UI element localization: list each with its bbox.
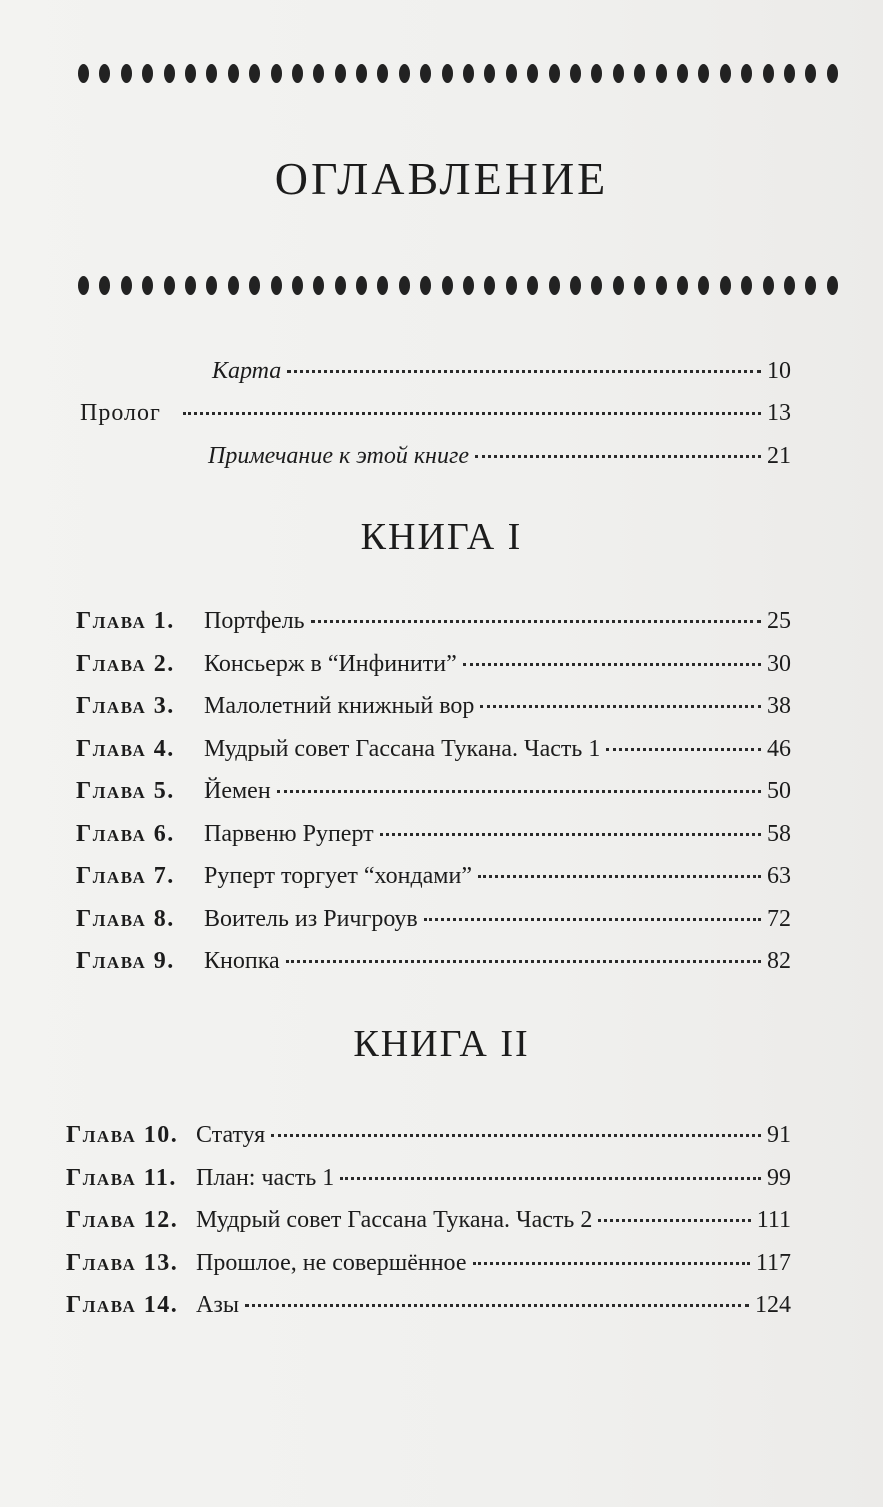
ornament-dot (206, 276, 217, 295)
chapter-title: Портфель (204, 608, 305, 634)
ornament-dot (249, 276, 260, 295)
chapter-title: Парвеню Руперт (204, 820, 374, 847)
ornament-dot (377, 64, 388, 83)
chapter-label: Глава 14. (66, 1292, 179, 1318)
ornament-dot (698, 276, 709, 295)
toc-entry-prologue[interactable] (80, 400, 791, 427)
ornament-dot (399, 64, 410, 83)
dot-leader (183, 412, 761, 415)
ornament-dot (271, 64, 282, 83)
chapter-label: Глава 8. (76, 905, 175, 932)
chapter-label: Глава 7. (76, 863, 175, 889)
chapter-label: Глава 9. (76, 948, 175, 974)
toc-entry-map[interactable] (212, 358, 791, 385)
ornament-dot (164, 64, 175, 83)
ornament-dot (463, 64, 474, 83)
toc-chapter-entry[interactable] (76, 863, 791, 890)
dot-leader (277, 790, 761, 793)
ornament-dot (570, 64, 581, 83)
ornament-dot (292, 276, 303, 295)
chapter-title: Кнопка (204, 948, 280, 974)
page-title: ОГЛАВЛЕНИЕ (274, 153, 609, 204)
chapter-label: Глава 2. (76, 650, 175, 677)
ornament-dot (549, 276, 560, 295)
chapter-title: Йемен (204, 778, 271, 804)
toc-chapter-entry[interactable] (76, 736, 791, 763)
ornament-dot (698, 64, 709, 83)
dot-leader (424, 918, 761, 921)
chapter-page: 111 (756, 1207, 791, 1233)
ornament-dot (377, 276, 388, 295)
ornament-dot (99, 276, 110, 295)
dot-leader (271, 1134, 761, 1137)
chapter-page: 82 (767, 948, 791, 974)
chapter-page: 50 (767, 778, 791, 804)
chapter-label: Глава 12. (66, 1207, 179, 1233)
dot-leader (473, 1262, 750, 1265)
ornament-dot (805, 64, 816, 83)
chapter-title: Мудрый совет Гассана Тукана. Часть 2 (196, 1207, 593, 1233)
ornament-dot (763, 276, 774, 295)
ornament-dot (484, 276, 495, 295)
chapter-label: Глава 13. (66, 1249, 179, 1276)
entry-page: 13 (767, 400, 791, 426)
ornament-dot (271, 276, 282, 295)
dot-leader (480, 705, 761, 708)
chapter-title: План: часть 1 (196, 1164, 335, 1191)
ornament-dot (442, 64, 453, 83)
dotted-ornament-top (78, 60, 838, 86)
dot-leader (380, 833, 761, 836)
toc-chapter-entry[interactable] (76, 651, 791, 678)
ornament-dot (741, 64, 752, 83)
ornament-dot (335, 64, 346, 83)
chapter-title: Консьерж в “Инфинити” (204, 650, 457, 677)
toc-chapter-entry[interactable] (76, 821, 791, 848)
ornament-dot (356, 276, 367, 295)
book-2-heading: КНИГА II (353, 1023, 530, 1065)
ornament-dot (442, 276, 453, 295)
ornament-dot (591, 276, 602, 295)
ornament-dot (827, 276, 838, 295)
ornament-dot (827, 64, 838, 83)
ornament-dot (142, 276, 153, 295)
ornament-dot (784, 276, 795, 295)
ornament-dot (463, 276, 474, 295)
ornament-dot (228, 276, 239, 295)
toc-chapter-entry[interactable] (76, 608, 791, 635)
book-1-heading: КНИГА I (360, 516, 523, 558)
ornament-dot (656, 276, 667, 295)
ornament-dot (313, 64, 324, 83)
dot-leader (606, 748, 761, 751)
chapter-title: Прошлое, не совершённое (196, 1249, 467, 1276)
ornament-dot (677, 276, 688, 295)
ornament-dot (613, 276, 624, 295)
ornament-dot (78, 64, 89, 83)
ornament-dot (399, 276, 410, 295)
chapter-title: Воитель из Ричгроув (204, 905, 418, 932)
ornament-dot (506, 276, 517, 295)
ornament-dot (527, 276, 538, 295)
ornament-dot (484, 64, 495, 83)
ornament-dot (634, 64, 645, 83)
toc-chapter-entry[interactable] (66, 1207, 791, 1234)
entry-page: 10 (767, 358, 791, 384)
chapter-page: 63 (767, 863, 791, 889)
chapter-label: Глава 10. (66, 1122, 179, 1148)
ornament-dot (164, 276, 175, 295)
chapter-page: 72 (767, 905, 791, 932)
dot-leader (287, 370, 761, 373)
ornament-dot (228, 64, 239, 83)
ornament-dot (527, 64, 538, 83)
ornament-dot (185, 64, 196, 83)
chapter-page: 58 (767, 820, 791, 847)
ornament-dot (720, 276, 731, 295)
ornament-dot (78, 276, 89, 295)
chapter-page: 117 (755, 1249, 791, 1276)
ornament-dot (121, 276, 132, 295)
dot-leader (478, 875, 761, 878)
dotted-ornament-bottom (78, 272, 838, 298)
dot-leader (286, 960, 761, 963)
ornament-dot (506, 64, 517, 83)
ornament-dot (142, 64, 153, 83)
toc-chapter-entry[interactable] (76, 906, 791, 933)
toc-chapter-entry[interactable] (66, 1165, 791, 1192)
dot-leader (311, 620, 761, 623)
chapter-title: Азы (196, 1292, 239, 1318)
chapter-page: 91 (767, 1122, 791, 1148)
ornament-dot (656, 64, 667, 83)
chapter-title: Статуя (196, 1122, 266, 1148)
toc-entry-note[interactable] (208, 443, 791, 470)
ornament-dot (313, 276, 324, 295)
toc-chapter-entry[interactable] (76, 778, 791, 805)
chapter-page: 25 (767, 608, 791, 634)
ornament-dot (677, 64, 688, 83)
chapter-title: Руперт торгует “хондами” (204, 863, 472, 889)
entry-title: Пролог (80, 400, 161, 426)
chapter-page: 38 (767, 693, 791, 719)
ornament-dot (805, 276, 816, 295)
ornament-dot (206, 64, 217, 83)
ornament-dot (613, 64, 624, 83)
entry-title: Карта (212, 358, 282, 384)
toc-chapter-entry[interactable] (66, 1292, 791, 1319)
chapter-page: 30 (767, 650, 791, 677)
chapter-title: Малолетний книжный вор (204, 693, 475, 719)
chapter-label: Глава 11. (66, 1164, 177, 1191)
dot-leader (245, 1304, 749, 1307)
ornament-dot (249, 64, 260, 83)
ornament-dot (763, 64, 774, 83)
ornament-dot (335, 276, 346, 295)
entry-page: 21 (767, 443, 791, 469)
chapter-label: Глава 1. (76, 608, 175, 634)
chapter-label: Глава 5. (76, 778, 175, 804)
chapter-label: Глава 6. (76, 820, 175, 847)
toc-chapter-entry[interactable] (76, 948, 791, 975)
ornament-dot (720, 64, 731, 83)
ornament-dot (784, 64, 795, 83)
toc-chapter-entry[interactable] (76, 693, 791, 720)
dot-leader (598, 1219, 750, 1222)
ornament-dot (420, 276, 431, 295)
chapter-title: Мудрый совет Гассана Тукана. Часть 1 (204, 735, 601, 762)
toc-chapter-entry[interactable] (66, 1122, 791, 1149)
ornament-dot (292, 64, 303, 83)
dot-leader (463, 663, 761, 666)
chapter-page: 124 (755, 1292, 791, 1318)
ornament-dot (185, 276, 196, 295)
chapter-page: 46 (767, 735, 791, 762)
toc-chapter-entry[interactable] (66, 1250, 791, 1277)
entry-title: Примечание к этой книге (208, 443, 469, 469)
chapter-label: Глава 3. (76, 693, 175, 719)
ornament-dot (99, 64, 110, 83)
chapter-label: Глава 4. (76, 735, 175, 762)
ornament-dot (741, 276, 752, 295)
ornament-dot (356, 64, 367, 83)
ornament-dot (549, 64, 560, 83)
chapter-page: 99 (767, 1164, 791, 1191)
ornament-dot (634, 276, 645, 295)
ornament-dot (570, 276, 581, 295)
dot-leader (340, 1177, 761, 1180)
ornament-dot (121, 64, 132, 83)
dot-leader (475, 455, 761, 458)
ornament-dot (420, 64, 431, 83)
ornament-dot (591, 64, 602, 83)
